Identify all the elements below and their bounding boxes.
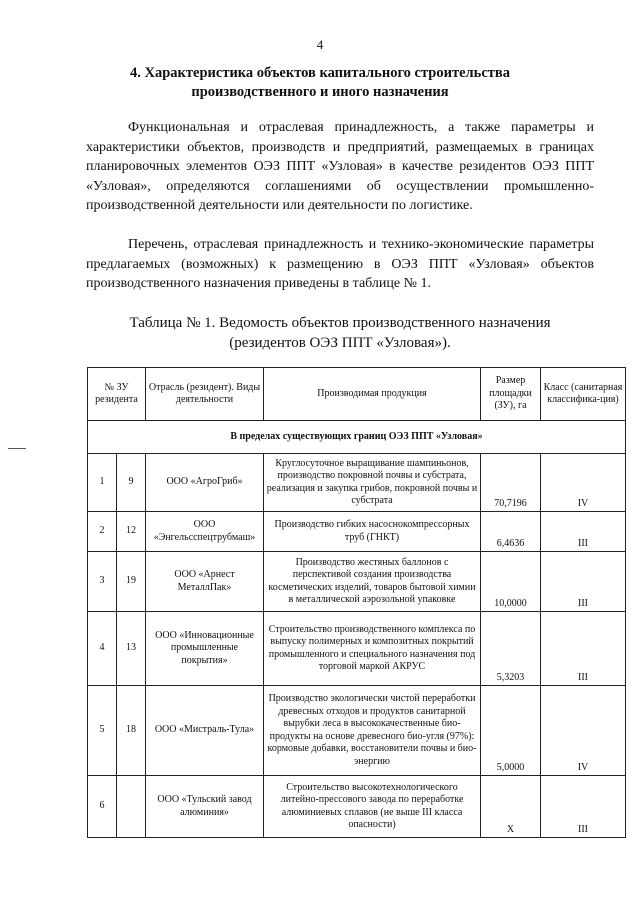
sanitary-class: III: [541, 776, 626, 838]
product-description: Строительство производственного комплекса по выпуску полимерных и композитных покрытий промышленного и специального назначения под торговой маркой АКРУС: [264, 612, 481, 686]
table-caption: [100, 313, 580, 353]
table-row: [88, 686, 626, 776]
header-zu: № ЗУ резидента: [88, 368, 146, 421]
zu-number: 12: [117, 512, 146, 552]
section-row: [88, 421, 626, 454]
zu-number: 18: [117, 686, 146, 776]
resident-name: ООО «Тульский завод алюминия»: [146, 776, 264, 838]
header-class: Класс (санитарная классифика-ция): [541, 368, 626, 421]
sanitary-class: IV: [541, 454, 626, 512]
row-number: 6: [88, 776, 117, 838]
product-description: Круглосуточное выращивание шампиньонов, производство покровной почвы и субстрата, реализация и закупка грибов, покровной почвы и субстрата: [264, 454, 481, 512]
zu-number: [117, 776, 146, 838]
sanitary-class: III: [541, 512, 626, 552]
resident-name: ООО «Мистраль-Тула»: [146, 686, 264, 776]
table-header-row: [88, 368, 626, 421]
site-area: 5,3203: [481, 612, 541, 686]
site-area: 5,0000: [481, 686, 541, 776]
row-number: 2: [88, 512, 117, 552]
site-area: Х: [481, 776, 541, 838]
table-row: [88, 512, 626, 552]
resident-name: ООО «Инновационные промышленные покрытия»: [146, 612, 264, 686]
resident-name: ООО «АгроГриб»: [146, 454, 264, 512]
row-number: 3: [88, 552, 117, 612]
objects-table: [87, 367, 626, 838]
product-description: Производство гибких насоснокомпрессорных труб (ГНКТ): [264, 512, 481, 552]
page-number: 4: [316, 37, 324, 52]
section-heading: [90, 64, 550, 102]
zu-number: 13: [117, 612, 146, 686]
site-area: 10,0000: [481, 552, 541, 612]
margin-mark: [8, 448, 26, 449]
site-area: 70,7196: [481, 454, 541, 512]
zu-number: 9: [117, 454, 146, 512]
table-row: [88, 776, 626, 838]
product-description: Строительство высокотехнологического литейно-прессового завода по переработке алюминиевых сплавов (не выше III класса опасности): [264, 776, 481, 838]
zu-number: 19: [117, 552, 146, 612]
product-description: Производство жестяных баллонов с перспективой создания производства косметических изделий, товаров бытовой химии в металлической аэрозольной упаковке: [264, 552, 481, 612]
table-row: [88, 612, 626, 686]
site-area: 6,4636: [481, 512, 541, 552]
caption-line-1: Таблица № 1. Ведомость объектов производственного назначения: [129, 315, 551, 331]
row-number: 4: [88, 612, 117, 686]
heading-line-2: производственного и иного назначения: [191, 84, 449, 100]
row-number: 1: [88, 454, 117, 512]
resident-name: ООО «Арнест МеталлПак»: [146, 552, 264, 612]
paragraph-2: Перечень, отраслевая принадлежность и технико-экономические параметры предлагаемых (возможных) к размещению в ОЭЗ ППТ «Узловая» объектов производственного назначения приведены в таблице № 1.: [86, 237, 594, 292]
sanitary-class: III: [541, 612, 626, 686]
heading-line-1: 4. Характеристика объектов капитального строительства: [130, 65, 510, 81]
paragraph-1: Функциональная и отраслевая принадлежность, а также параметры и характеристики объектов, производств и предприятий, размещаемых в границах планировочных элементов ОЭЗ ППТ «Узловая» в качестве резидентов ОЭЗ ППТ «Узловая», определяются соглашениями об осуществлении промышленно-производственной деятельности или деятельности по логистике.: [86, 120, 594, 214]
section-title: В пределах существующих границ ОЭЗ ППТ «Узловая»: [88, 421, 626, 454]
header-product: Производимая продукция: [264, 368, 481, 421]
table-row: [88, 454, 626, 512]
sanitary-class: III: [541, 552, 626, 612]
sanitary-class: IV: [541, 686, 626, 776]
caption-line-2: (резидентов ОЭЗ ППТ «Узловая»).: [229, 335, 451, 351]
row-number: 5: [88, 686, 117, 776]
table-row: [88, 552, 626, 612]
product-description: Производство экологически чистой переработки древесных отходов и продуктов санитарной вырубки леса в высококачественные био-продукты на основе древесного био-угля (97%): кормовые добавки, восстановители почвы и био-энергию: [264, 686, 481, 776]
resident-name: ООО «Энгельсспецтрубмаш»: [146, 512, 264, 552]
header-branch: Отрасль (резидент). Виды деятельности: [146, 368, 264, 421]
header-area: Размер площадки (ЗУ), га: [481, 368, 541, 421]
